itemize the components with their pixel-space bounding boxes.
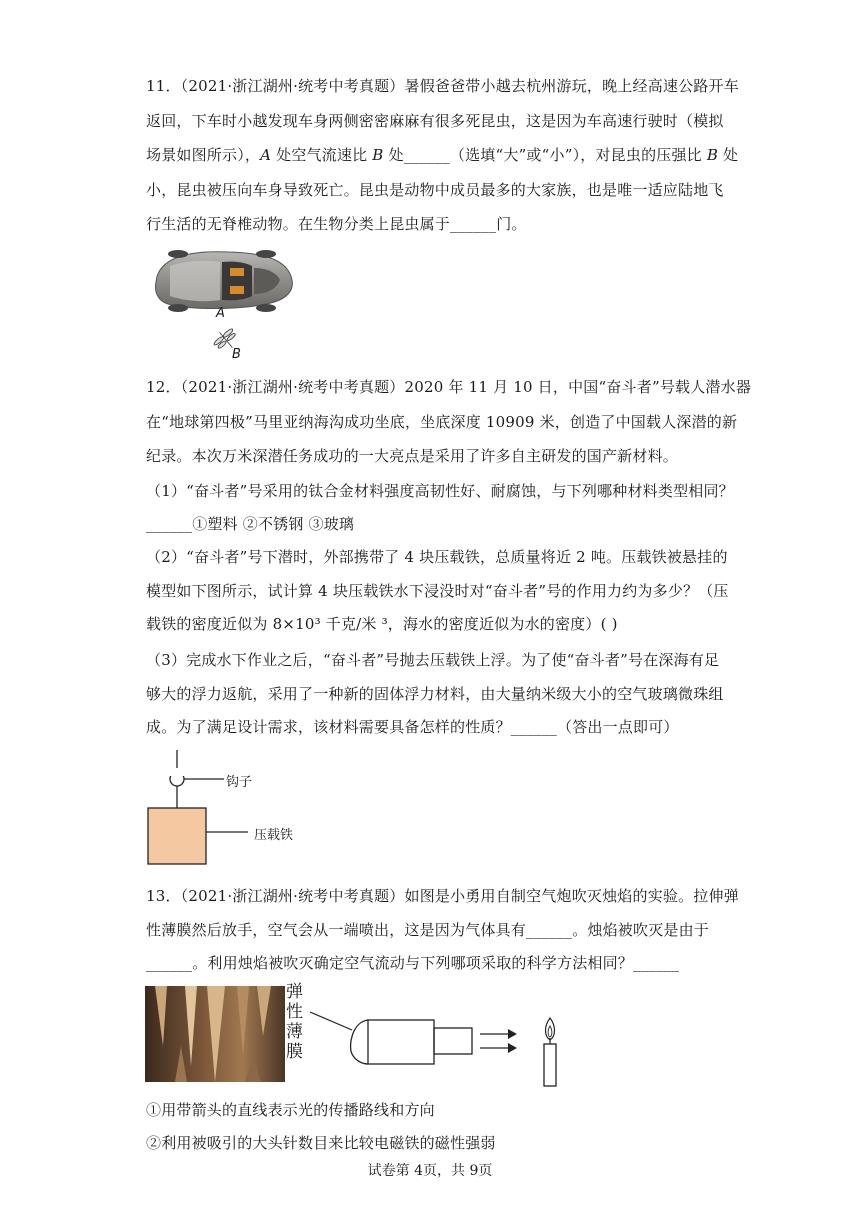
q12-part1-line-2: ______①塑料 ②不锈钢 ③玻璃 [146,515,355,533]
ballast-iron-label: 压载铁 [254,828,294,843]
ballast-iron-block [148,808,206,864]
figure-label-b: B [232,347,241,362]
q12-part3-line-3: 成。为了满足设计需求，该材料需要具备怎样的性质？______（答出一点即可） [146,718,679,736]
membrane-char: 膜 [286,1042,303,1062]
q12-line-1: 12．（2021·浙江湖州·统考中考真题）2020 年 11 月 10 日，中国“奋斗者”号载人潜水器 [146,378,752,396]
point-b-label: B [372,146,384,164]
cannon-body [368,1020,434,1064]
q13-line-2: 性薄膜然后放手，空气会从一端喷出，这是因为气体具有______。烛焰被吹灭是由于 [146,921,710,939]
membrane-char: 薄 [286,1022,303,1042]
point-b-label: B [706,146,719,164]
hook-label: 钩子 [226,775,253,790]
membrane-char: 性 [286,1002,303,1022]
membrane-char: 弹 [286,982,303,1002]
q11-line-4: 小，昆虫被压向车身导致死亡。昆虫是动物中成员最多的大家族，也是唯一适应陆地飞 [146,181,724,199]
q11-line-3 [146,145,738,165]
q12-part2-line-3: 载铁的密度近似为 8×10³ 千克/米 ³，海水的密度近似为水的密度）( ) [146,615,618,633]
q11-text: 场景如图所示）， [146,146,261,164]
figure-label-a: A [216,306,225,321]
car-figure [148,244,298,364]
elastic-membrane [351,1020,368,1064]
point-a-label: A [260,146,272,164]
q13-option-2: ②利用被吸引的大头针数目来比较电磁铁的磁性强弱 [146,1134,496,1152]
page-footer: 试卷第 4页，共 9页 [367,1163,493,1179]
q12-part3-line-1: （3）完成水下作业之后，“奋斗者”号抛去压载铁上浮。为了使“奋斗者”号在深海有足 [146,651,720,669]
membrane-label [286,982,308,1066]
ballast-diagram [140,748,310,868]
q11-text: 处空气流速比 [271,146,373,164]
q11-line-5: 行生活的无脊椎动物。在生物分类上昆虫属于______门。 [146,215,527,233]
q12-part1-line-1: （1）“奋斗者”号采用的钛合金材料强度高韧性好、耐腐蚀，与下列哪种材料类型相同？ [146,482,734,500]
cannon-nozzle [434,1028,472,1054]
q11-text: 处 [718,146,739,164]
q12-part3-line-2: 够大的浮力返航，采用了一种新的固体浮力材料，由大量纳米级大小的空气玻璃微珠组 [146,685,724,703]
q12-part2-line-1: （2）“奋斗者”号下潜时，外部携带了 4 块压载铁，总质量将近 2 吨。压载铁被悬挂的 [146,548,728,566]
candle-icon [544,1018,556,1086]
q11-line-2: 返回，下车时小越发现车身两侧密密麻麻有很多死昆虫，这是因为车高速行驶时（模拟 [146,112,724,130]
q11-line-1: 11．（2021·浙江湖州·统考中考真题）暑假爸爸带小越去杭州游玩，晚上经高速公路开车 [146,77,739,95]
air-cannon-diagram [308,1000,578,1092]
car-illustration [148,244,298,364]
q13-option-1: ①用带箭头的直线表示光的传播路线和方向 [146,1101,435,1119]
q12-line-3: 纪录。本次万米深潜任务成功的一大亮点是采用了许多自主研发的国产新材料。 [146,447,679,465]
q13-line-3: ______。利用烛焰被吹灭确定空气流动与下列哪项采取的科学方法相同？______ [146,954,680,972]
q11-blank-text: 处______（选填“大”或“小”），对昆虫的压强比 [383,146,707,164]
ballast-figure [140,748,310,868]
q13-line-1: 13．（2021·浙江湖州·统考中考真题）如图是小勇用自制空气炮吹灭烛焰的实验。拉伸弹 [146,887,739,905]
q12-line-2: 在“地球第四极”马里亚纳海沟成功坐底，坐底深度 10909 米，创造了中国载人深潜的新 [146,413,738,431]
cave-photo [145,986,285,1082]
q12-part2-line-2: 模型如下图所示，试计算 4 块压载铁水下浸没时对“奋斗者”号的作用力约为多少？（压 [146,582,729,600]
